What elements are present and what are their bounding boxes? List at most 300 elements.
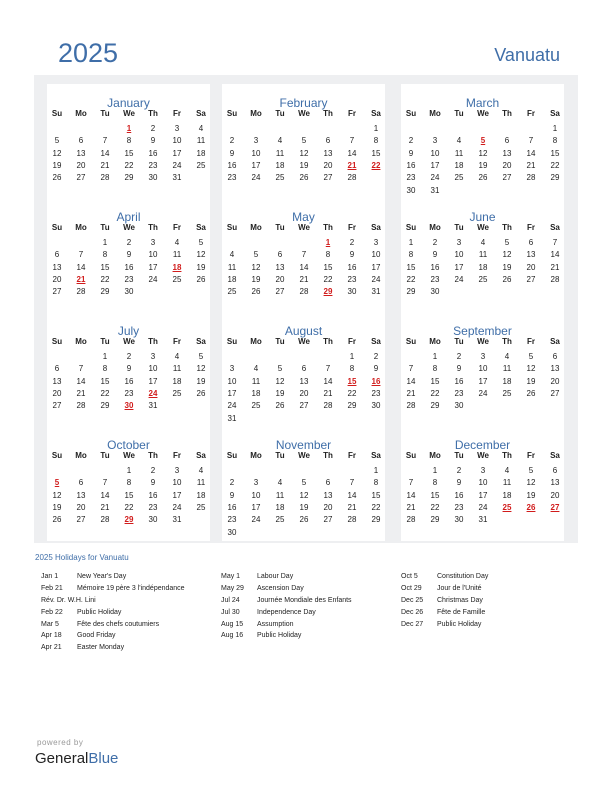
calendar-day: 9 (229, 148, 235, 158)
calendar-day: 20 (323, 502, 333, 512)
calendar-day: 24 (251, 173, 261, 183)
calendar-day: 30 (371, 401, 381, 411)
calendar-day: 27 (299, 401, 309, 411)
calendar-day: 27 (76, 173, 86, 183)
calendar-day: 28 (100, 173, 110, 183)
calendar-day: 24 (454, 274, 464, 284)
calendar-day: 23 (454, 388, 464, 398)
calendar-day: 7 (349, 478, 355, 488)
calendar-day: 26 (251, 287, 261, 297)
calendar-day: 11 (196, 136, 206, 146)
weekday-header: Su (51, 109, 63, 118)
calendar-day: 22 (406, 274, 416, 284)
calendar-day: 1 (373, 124, 379, 133)
weekday-header: Su (405, 451, 417, 460)
calendar-day: 28 (347, 515, 357, 525)
calendar-day: 8 (325, 250, 331, 260)
calendar-day: 18 (275, 160, 285, 170)
calendar-day: 6 (325, 478, 331, 488)
calendar-day: 24 (478, 502, 488, 512)
calendar-day: 24 (251, 515, 261, 525)
weekday-header: Tu (275, 223, 285, 232)
calendar-day: 20 (526, 262, 536, 272)
weekday-header: Fr (527, 451, 535, 460)
calendar-day: 11 (478, 250, 488, 260)
calendar-day: 6 (277, 250, 283, 260)
calendar-day: 28 (550, 274, 560, 284)
calendar-day: 15 (371, 490, 381, 500)
calendar-day: 12 (251, 262, 261, 272)
month-name: April (116, 210, 141, 224)
calendar-day: 20 (550, 376, 560, 386)
calendar-day: 2 (432, 238, 438, 247)
calendar-day: 6 (301, 364, 307, 374)
calendar-day: 12 (52, 148, 62, 158)
weekday-header: We (298, 337, 310, 346)
holiday-day: 24 (148, 388, 158, 398)
calendar-day: 16 (454, 490, 464, 500)
calendar-day: 9 (150, 136, 156, 146)
calendar-day: 18 (275, 502, 285, 512)
calendar-day: 2 (229, 136, 235, 146)
holiday-day: 16 (371, 376, 381, 386)
holiday-day: 1 (126, 124, 132, 133)
calendar-day: 9 (349, 250, 355, 260)
calendar-day: 8 (373, 136, 379, 146)
calendar-day: 25 (172, 388, 182, 398)
weekday-header: Tu (100, 223, 110, 232)
calendar-day: 14 (347, 148, 357, 158)
weekday-header: Mo (429, 109, 441, 118)
calendar-day: 19 (478, 160, 488, 170)
weekday-header: We (123, 451, 135, 460)
calendar-day: 21 (323, 388, 333, 398)
weekday-header: Su (405, 109, 417, 118)
calendar-day: 20 (76, 160, 86, 170)
calendar-day: 23 (124, 388, 134, 398)
calendar-day: 6 (552, 466, 558, 475)
calendar-day: 23 (347, 274, 357, 284)
calendar-day: 10 (430, 148, 440, 158)
calendar-day: 5 (198, 352, 204, 361)
calendar-day: 18 (478, 262, 488, 272)
weekday-header: Mo (429, 223, 441, 232)
month-september (401, 312, 564, 427)
calendar-day: 29 (100, 401, 110, 411)
weekday-header: Tu (100, 451, 110, 460)
calendar-day: 22 (323, 274, 333, 284)
calendar-day: 14 (100, 490, 110, 500)
holiday-name: Public Holiday (77, 608, 122, 616)
calendar-day: 11 (251, 376, 261, 386)
calendar-day: 16 (227, 160, 237, 170)
holiday-day: 25 (502, 502, 512, 512)
calendar-day: 23 (406, 173, 416, 183)
weekday-header: Su (226, 337, 238, 346)
weekday-header: Su (405, 337, 417, 346)
calendar-day: 8 (126, 478, 132, 488)
calendar-day: 21 (76, 388, 86, 398)
calendar-day: 10 (454, 250, 464, 260)
calendar-day: 3 (229, 364, 235, 374)
calendar-day: 23 (430, 274, 440, 284)
holiday-day: 18 (172, 262, 182, 272)
calendar-day: 15 (323, 262, 333, 272)
calendar-day: 3 (373, 238, 379, 247)
calendar-day: 26 (478, 173, 488, 183)
calendar-day: 12 (299, 148, 309, 158)
holiday-name: Fête de Famille (437, 608, 486, 616)
calendar-day: 14 (76, 262, 86, 272)
holiday-day: 21 (76, 274, 86, 284)
calendar-day: 18 (251, 388, 261, 398)
calendar-day: 31 (430, 185, 440, 195)
weekday-header: We (123, 337, 135, 346)
calendar-day: 25 (251, 401, 261, 411)
calendar-day: 30 (148, 173, 158, 183)
weekday-header: Th (323, 109, 333, 118)
calendar-day: 19 (251, 274, 261, 284)
weekday-header: Su (405, 223, 417, 232)
calendar-day: 17 (148, 376, 158, 386)
calendar-day: 8 (552, 136, 558, 146)
weekday-header: Th (502, 223, 512, 232)
calendar-day: 5 (198, 238, 204, 247)
calendar-day: 22 (347, 388, 357, 398)
calendar-day: 12 (52, 490, 62, 500)
weekday-header: Th (148, 337, 158, 346)
calendar-day: 16 (430, 262, 440, 272)
calendar-day: 27 (52, 287, 62, 297)
calendar-day: 11 (275, 148, 285, 158)
calendar-day: 26 (196, 388, 206, 398)
month-february (222, 84, 385, 199)
calendar-day: 18 (196, 148, 206, 158)
weekday-header: Mo (429, 337, 441, 346)
calendar-day: 26 (52, 173, 62, 183)
calendar-day: 5 (277, 364, 283, 374)
brand-general: General (35, 750, 89, 767)
brand-logo[interactable] (35, 750, 118, 767)
calendar-day: 1 (432, 352, 438, 361)
calendar-day: 13 (299, 376, 309, 386)
calendar-day: 15 (550, 148, 560, 158)
calendar-day: 4 (198, 466, 204, 475)
calendar-day: 9 (456, 478, 462, 488)
calendar-day: 18 (454, 160, 464, 170)
holiday-day: 26 (526, 502, 536, 512)
calendar-day: 6 (78, 136, 84, 146)
calendar-day: 19 (299, 502, 309, 512)
calendar-day: 2 (150, 466, 156, 475)
weekday-header: Tu (454, 451, 464, 460)
weekday-header: Su (226, 451, 238, 460)
calendar-day: 28 (76, 287, 86, 297)
calendar-day: 18 (502, 376, 512, 386)
calendar-day: 17 (478, 376, 488, 386)
holiday-name: Good Friday (77, 632, 116, 640)
holiday-date: May 1 (221, 573, 241, 580)
weekday-header: Su (226, 223, 238, 232)
calendar-day: 18 (172, 376, 182, 386)
calendar-day: 16 (347, 262, 357, 272)
weekday-header: Fr (527, 109, 535, 118)
calendar-day: 17 (227, 388, 237, 398)
calendar-day: 7 (528, 136, 534, 146)
weekday-header: Tu (454, 337, 464, 346)
weekday-header: Sa (371, 109, 381, 118)
month-october (47, 426, 210, 541)
calendar-day: 29 (430, 401, 440, 411)
calendar-day: 16 (148, 148, 158, 158)
weekday-header: Fr (348, 223, 356, 232)
weekday-header: We (477, 223, 489, 232)
calendar-day: 23 (227, 515, 237, 525)
calendar-day: 18 (227, 274, 237, 284)
month-name: March (465, 96, 500, 110)
calendar-day: 3 (480, 466, 486, 475)
holiday-name: Public Holiday (437, 620, 482, 628)
holiday-date: Rév. Dr. W.H. Lini (41, 596, 96, 604)
month-name: November (275, 438, 332, 452)
calendar-day: 3 (480, 352, 486, 361)
holiday-date: Dec 27 (401, 620, 424, 628)
weekday-header: Mo (250, 451, 262, 460)
month-march (401, 84, 564, 199)
calendar-day: 11 (227, 262, 237, 272)
weekday-header: Mo (250, 337, 262, 346)
calendar-day: 12 (526, 478, 536, 488)
holiday-date: Feb 21 (41, 584, 63, 592)
calendar-day: 6 (552, 352, 558, 361)
calendar-day: 30 (430, 287, 440, 297)
calendar-day: 13 (323, 490, 333, 500)
holiday-name: Christmas Day (437, 596, 483, 604)
calendar-day: 30 (406, 185, 416, 195)
calendar-day: 30 (124, 287, 134, 297)
month-name: August (284, 324, 323, 338)
calendar-day: 5 (54, 136, 60, 146)
weekday-header: Th (323, 337, 333, 346)
calendar-day: 18 (196, 490, 206, 500)
calendar-day: 25 (502, 388, 512, 398)
calendar-day: 4 (504, 352, 510, 361)
holiday-name: Independence Day (257, 608, 316, 616)
weekday-header: Fr (527, 337, 535, 346)
calendar-day: 25 (172, 274, 182, 284)
calendar-day: 7 (78, 364, 84, 374)
weekday-header: Mo (75, 337, 87, 346)
calendar-day: 11 (502, 364, 512, 374)
weekday-header: Th (323, 451, 333, 460)
calendar-day: 22 (430, 388, 440, 398)
calendar-day: 24 (172, 502, 182, 512)
calendar-day: 28 (100, 515, 110, 525)
weekday-header: Mo (429, 451, 441, 460)
calendar-day: 7 (552, 238, 558, 247)
calendar-day: 25 (227, 287, 237, 297)
calendar-day: 19 (275, 388, 285, 398)
calendar-day: 5 (528, 466, 534, 475)
calendar-day: 4 (277, 136, 283, 146)
calendar-day: 13 (76, 148, 86, 158)
weekday-header: Mo (75, 109, 87, 118)
weekday-header: Tu (454, 223, 464, 232)
holiday-date: Aug 15 (221, 620, 244, 628)
holiday-day: 5 (54, 478, 60, 488)
calendar-day: 15 (430, 490, 440, 500)
calendar-day: 13 (323, 148, 333, 158)
calendar-day: 6 (528, 238, 534, 247)
calendar-day: 11 (172, 250, 182, 260)
calendar-day: 11 (454, 148, 464, 158)
month-name: May (292, 210, 315, 224)
calendar-day: 23 (148, 160, 158, 170)
weekday-header: Sa (196, 451, 206, 460)
calendar-day: 9 (432, 250, 438, 260)
calendar-day: 23 (371, 388, 381, 398)
calendar-day: 9 (408, 148, 414, 158)
weekday-header: We (298, 451, 310, 460)
calendar-day: 21 (526, 160, 536, 170)
calendar-day: 20 (550, 490, 560, 500)
calendar-day: 19 (52, 502, 62, 512)
calendar-day: 3 (150, 352, 156, 361)
calendar-day: 29 (100, 287, 110, 297)
calendar-day: 26 (526, 388, 536, 398)
holiday-date: Dec 25 (401, 596, 424, 604)
calendar-day: 25 (454, 173, 464, 183)
calendar-day: 8 (408, 250, 414, 260)
month-january (47, 84, 210, 199)
calendar-day: 15 (371, 148, 381, 158)
calendar-day: 1 (349, 352, 355, 361)
calendar-day: 19 (502, 262, 512, 272)
month-name: October (107, 438, 150, 452)
calendar-day: 14 (406, 490, 416, 500)
weekday-header: Th (148, 451, 158, 460)
calendar-day: 5 (528, 352, 534, 361)
calendar-day: 19 (526, 376, 536, 386)
calendar-day: 23 (148, 502, 158, 512)
weekday-header: Sa (196, 337, 206, 346)
calendar-day: 19 (52, 160, 62, 170)
weekday-header: Th (502, 451, 512, 460)
calendar-day: 27 (526, 274, 536, 284)
calendar-day: 13 (52, 262, 62, 272)
calendar-day: 7 (102, 136, 108, 146)
calendar-day: 4 (198, 124, 204, 133)
calendar-day: 14 (526, 148, 536, 158)
calendar-day: 22 (430, 502, 440, 512)
calendar-day: 14 (323, 376, 333, 386)
calendar-day: 22 (124, 160, 134, 170)
weekday-header: Su (226, 109, 238, 118)
holiday-name: Fête des chefs coutumiers (77, 620, 160, 628)
brand-blue: Blue (88, 750, 119, 767)
calendar-day: 6 (54, 364, 60, 374)
calendar-day: 6 (504, 136, 510, 146)
calendar-day: 21 (406, 502, 416, 512)
calendar-day: 9 (229, 490, 235, 500)
holiday-date: Aug 16 (221, 632, 244, 640)
calendar-grid (34, 75, 578, 543)
calendar-day: 12 (196, 364, 206, 374)
calendar-day: 4 (174, 352, 180, 361)
month-name: September (453, 324, 512, 338)
calendar-day: 24 (172, 160, 182, 170)
calendar-day: 15 (100, 262, 110, 272)
calendar-day: 30 (347, 287, 357, 297)
calendar-day: 11 (196, 478, 206, 488)
calendar-day: 20 (52, 388, 62, 398)
calendar-day: 8 (373, 478, 379, 488)
weekday-header: We (298, 109, 310, 118)
calendar-day: 7 (301, 250, 307, 260)
calendar-day: 25 (275, 515, 285, 525)
calendar-day: 8 (432, 478, 438, 488)
calendar-day: 22 (550, 160, 560, 170)
weekday-header: Su (51, 337, 63, 346)
calendar-day: 4 (229, 250, 235, 260)
calendar-day: 29 (430, 515, 440, 525)
weekday-header: Sa (550, 109, 560, 118)
calendar-day: 19 (299, 160, 309, 170)
calendar-day: 13 (550, 364, 560, 374)
calendar-day: 29 (124, 173, 134, 183)
holiday-name: Public Holiday (257, 632, 302, 640)
month-may (222, 198, 385, 313)
holiday-date: Feb 22 (41, 608, 63, 616)
calendar-day: 8 (126, 136, 132, 146)
calendar-day: 14 (299, 262, 309, 272)
calendar-day: 21 (347, 502, 357, 512)
calendar-day: 21 (406, 388, 416, 398)
weekday-header: Fr (348, 451, 356, 460)
weekday-header: Sa (550, 451, 560, 460)
holiday-name: Ascension Day (257, 584, 304, 592)
calendar-day: 12 (275, 376, 285, 386)
calendar-day: 20 (299, 388, 309, 398)
calendar-day: 8 (432, 364, 438, 374)
calendar-day: 22 (124, 502, 134, 512)
calendar-day: 20 (323, 160, 333, 170)
weekday-header: Th (148, 109, 158, 118)
calendar-day: 26 (196, 274, 206, 284)
weekday-header: We (477, 109, 489, 118)
month-name: July (117, 324, 140, 338)
calendar-day: 31 (371, 287, 381, 297)
calendar-day: 5 (504, 238, 510, 247)
weekday-header: Fr (173, 451, 181, 460)
calendar-day: 12 (299, 490, 309, 500)
holiday-name: New Year's Day (77, 573, 127, 580)
calendar-day: 26 (299, 173, 309, 183)
weekday-header: Tu (100, 109, 110, 118)
holiday-name: Constitution Day (437, 573, 489, 580)
calendar-day: 12 (502, 250, 512, 260)
calendar-day: 30 (148, 515, 158, 525)
weekday-header: Fr (173, 109, 181, 118)
calendar-day: 6 (325, 136, 331, 146)
holiday-day: 29 (323, 287, 333, 297)
holiday-name: Mémoire 19 père 3 l'indépendance (77, 584, 185, 592)
holiday-date: Jan 1 (41, 573, 59, 580)
powered-by: powered by (37, 738, 84, 747)
calendar-day: 14 (550, 250, 560, 260)
calendar-day: 17 (172, 148, 182, 158)
calendar-day: 7 (349, 136, 355, 146)
